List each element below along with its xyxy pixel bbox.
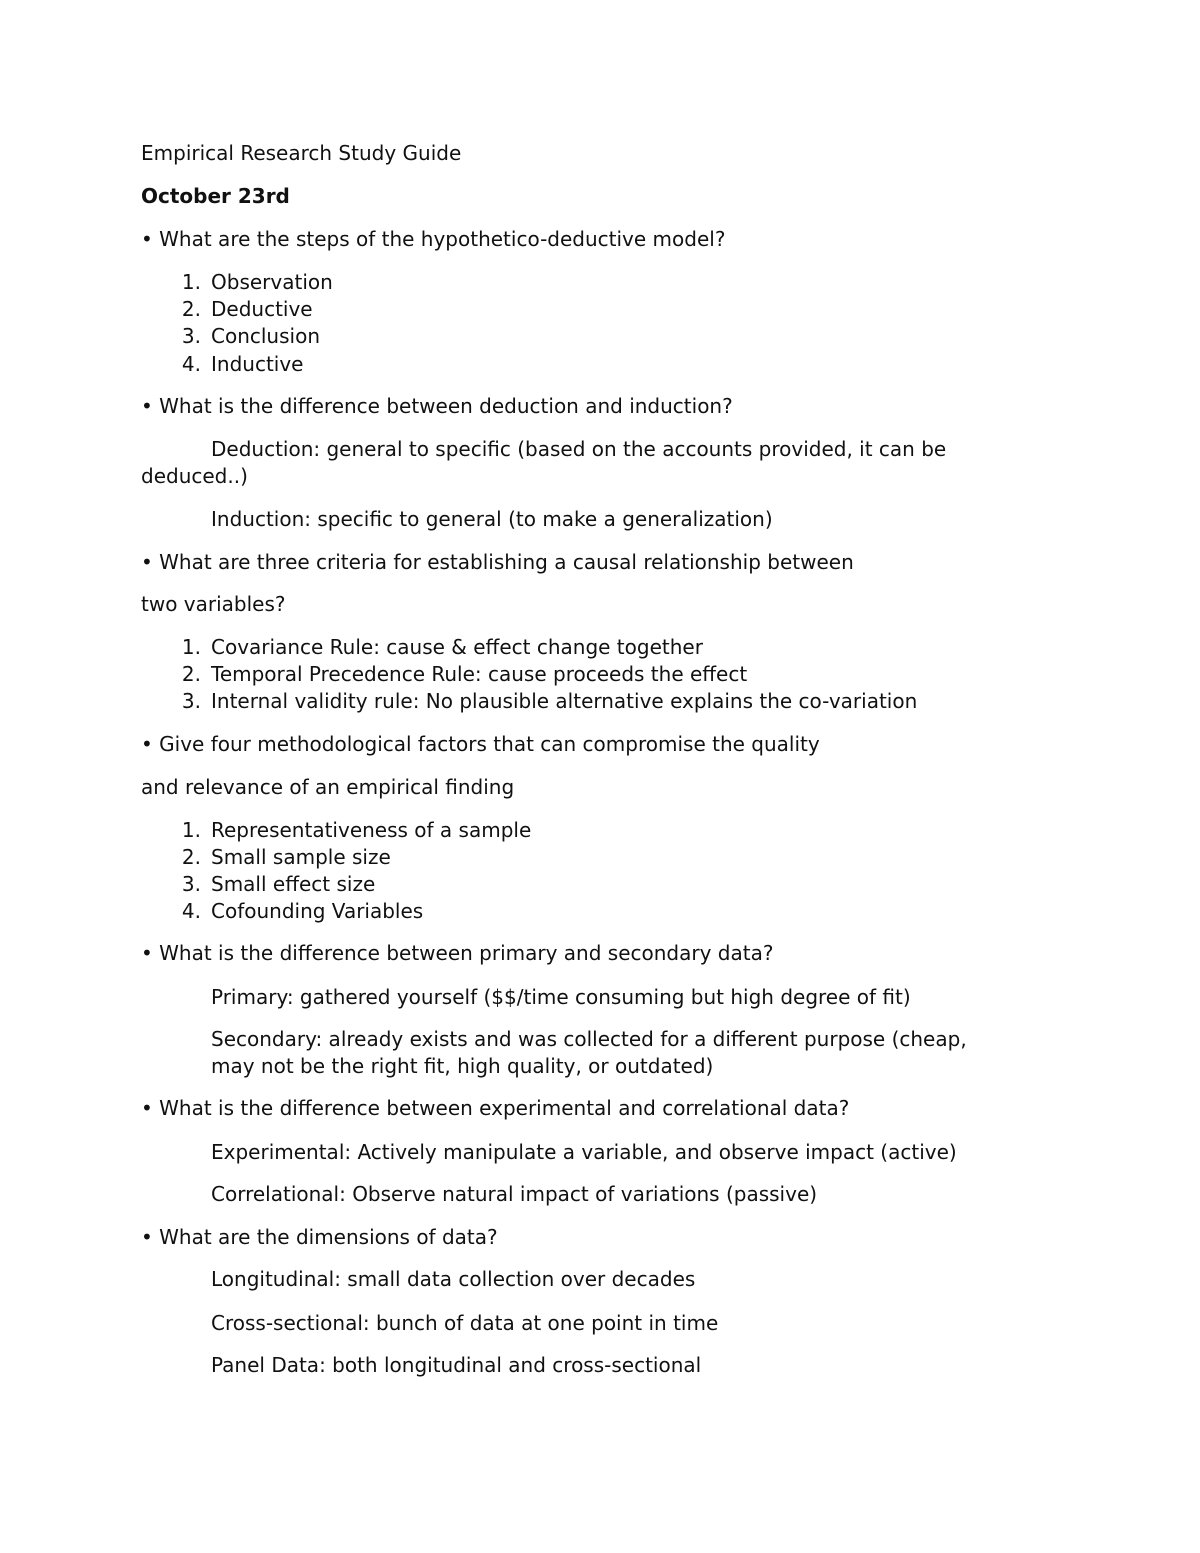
secondary-answer-cont: may not be the right fit, high quality, or outdated) (211, 1054, 714, 1078)
list-item: Covariance Rule: cause & effect change together (211, 635, 703, 659)
question-3-cont: two variables? (141, 592, 286, 616)
list-item: Conclusion (211, 324, 320, 348)
experimental-answer: Experimental: Actively manipulate a variable, and observe impact (active) (211, 1140, 957, 1164)
panel-data-answer: Panel Data: both longitudinal and cross-sectional (211, 1353, 702, 1377)
list-item: Representativeness of a sample (211, 818, 532, 842)
question-4: • Give four methodological factors that can compromise the quality (141, 732, 820, 756)
document-date: October 23rd (141, 184, 290, 208)
document-title: Empirical Research Study Guide (141, 141, 462, 165)
list-number: 3. (181, 689, 201, 713)
question-3: • What are three criteria for establishing a causal relationship between (141, 550, 854, 574)
list-number: 4. (181, 899, 201, 923)
list-number: 2. (181, 662, 201, 686)
list-item: Deductive (211, 297, 313, 321)
list-number: 1. (181, 270, 201, 294)
list-item: Cofounding Variables (211, 899, 424, 923)
list-number: 1. (181, 818, 201, 842)
list-number: 3. (181, 872, 201, 896)
primary-answer: Primary: gathered yourself ($$/time consuming but high degree of fit) (211, 985, 911, 1009)
list-number: 1. (181, 635, 201, 659)
list-item: Inductive (211, 352, 304, 376)
correlational-answer: Correlational: Observe natural impact of variations (passive) (211, 1182, 818, 1206)
cross-sectional-answer: Cross-sectional: bunch of data at one point in time (211, 1311, 719, 1335)
list-item: Small effect size (211, 872, 376, 896)
list-item: Temporal Precedence Rule: cause proceeds the effect (211, 662, 748, 686)
question-7: • What are the dimensions of data? (141, 1225, 498, 1249)
question-6: • What is the difference between experimental and correlational data? (141, 1096, 850, 1120)
question-2: • What is the difference between deduction and induction? (141, 394, 733, 418)
deduction-answer-cont: deduced..) (141, 464, 248, 488)
list-item: Observation (211, 270, 333, 294)
induction-answer: Induction: specific to general (to make a generalization) (211, 507, 773, 531)
list-number: 2. (181, 297, 201, 321)
longitudinal-answer: Longitudinal: small data collection over decades (211, 1267, 696, 1291)
list-item: Internal validity rule: No plausible alternative explains the co-variation (211, 689, 918, 713)
list-item: Small sample size (211, 845, 391, 869)
list-number: 2. (181, 845, 201, 869)
list-number: 3. (181, 324, 201, 348)
deduction-answer: Deduction: general to specific (based on the accounts provided, it can be (211, 437, 947, 461)
list-number: 4. (181, 352, 201, 376)
secondary-answer: Secondary: already exists and was collected for a different purpose (cheap, (211, 1027, 967, 1051)
question-5: • What is the difference between primary and secondary data? (141, 941, 774, 965)
question-1: • What are the steps of the hypothetico-deductive model? (141, 227, 726, 251)
question-4-cont: and relevance of an empirical finding (141, 775, 515, 799)
